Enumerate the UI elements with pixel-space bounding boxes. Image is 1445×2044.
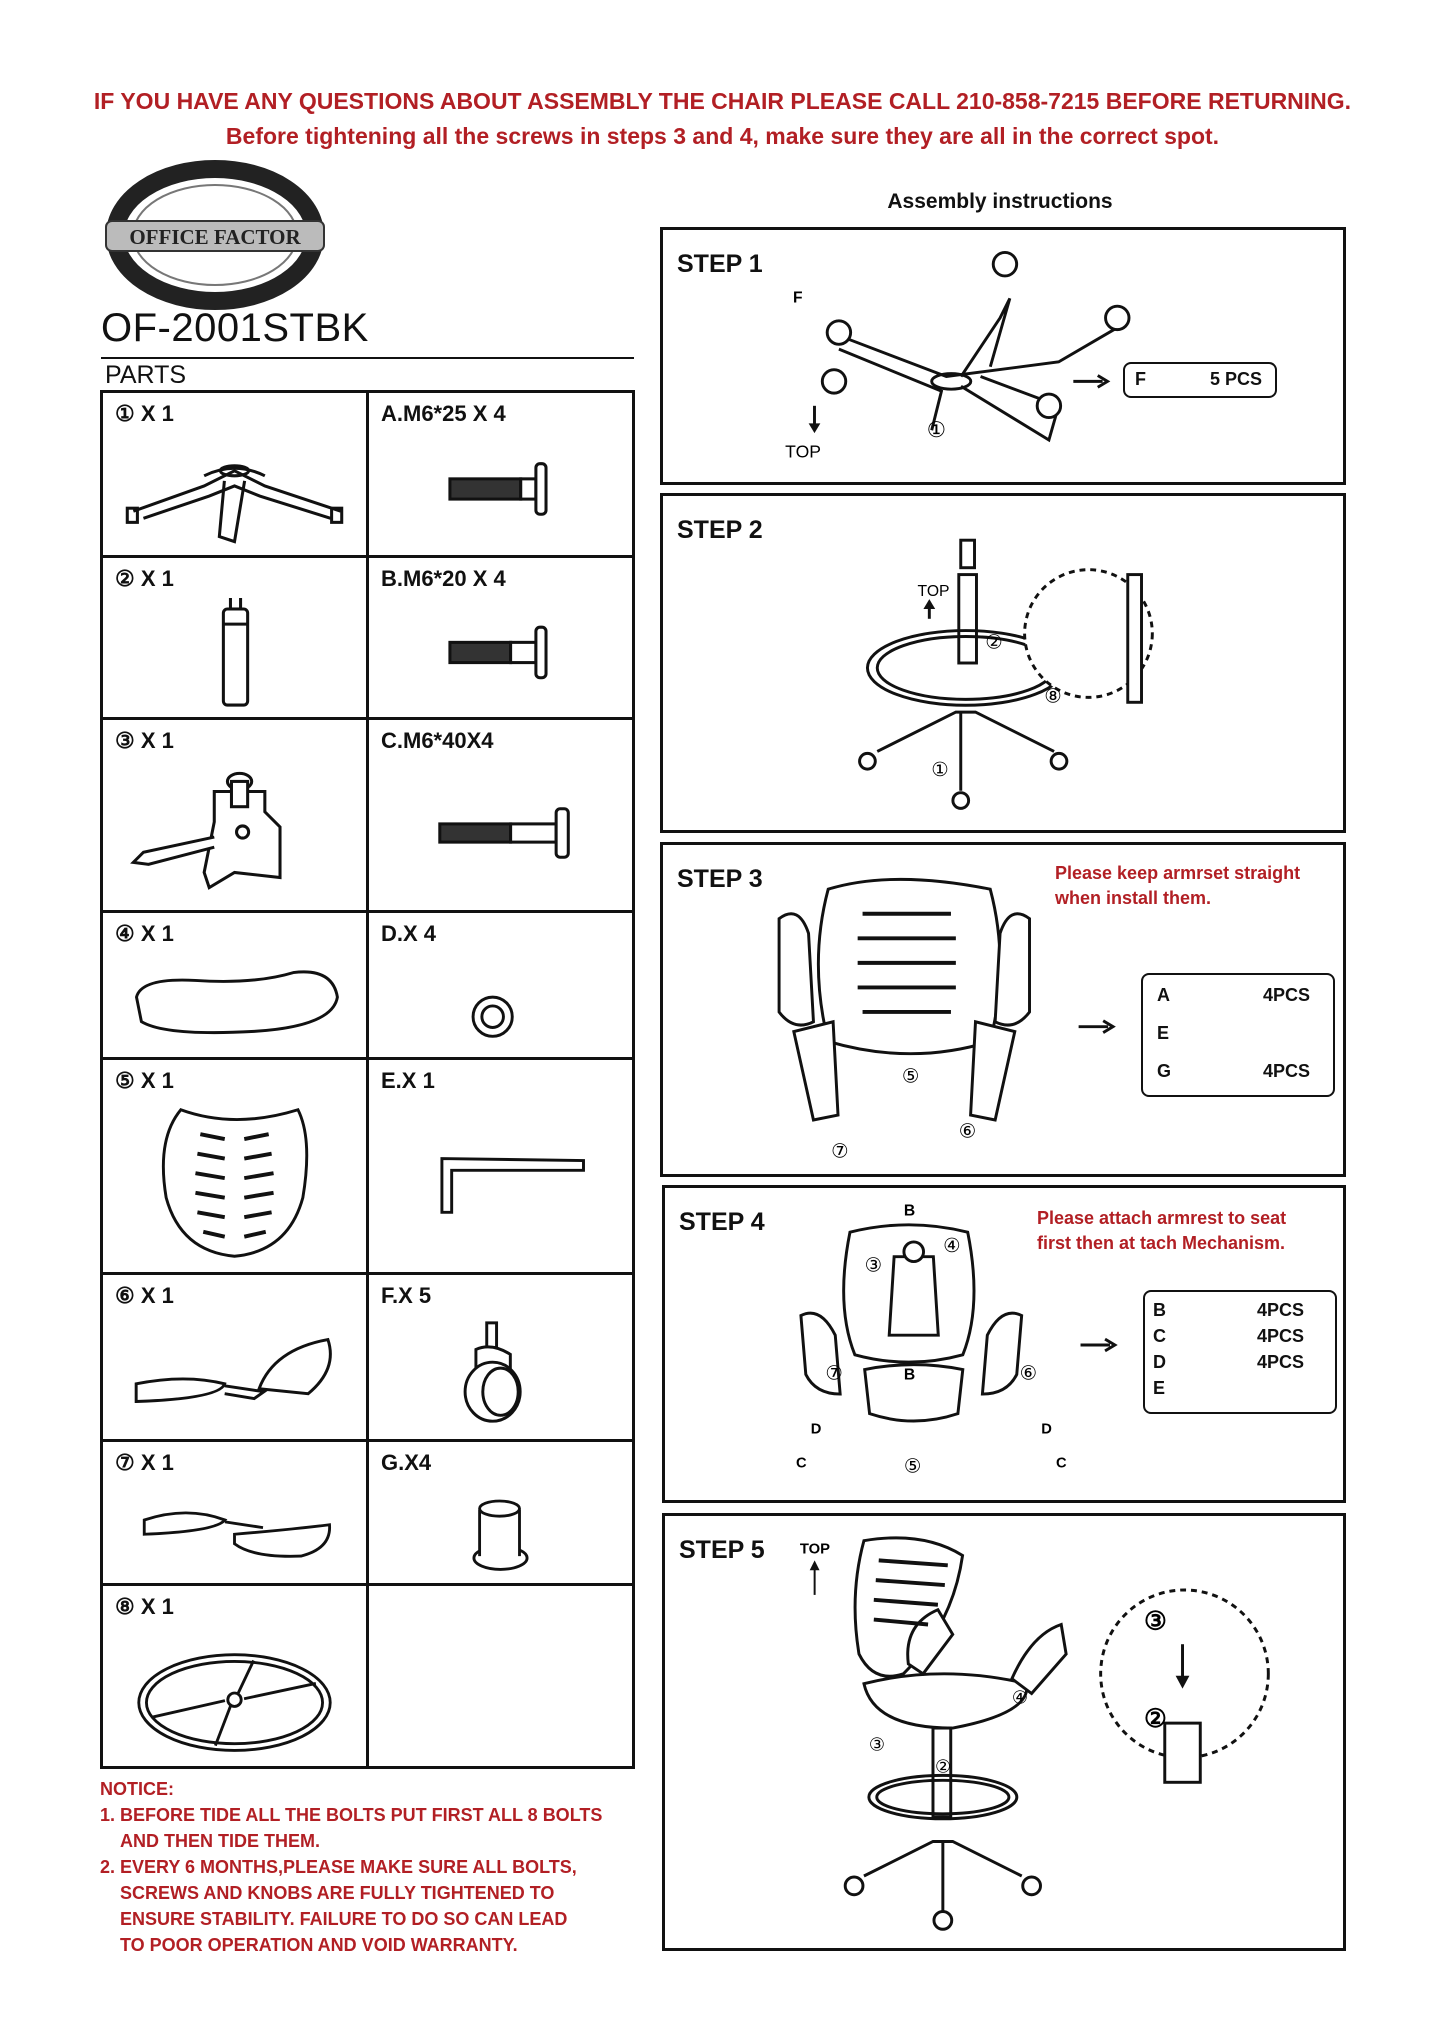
part-label: F.X 5 xyxy=(381,1283,432,1308)
part-number-large: ② xyxy=(1144,1705,1168,1734)
assembly-title: Assembly instructions xyxy=(887,190,1113,213)
part-cell-5 xyxy=(102,1059,368,1274)
notice-item-2a: 2. EVERY 6 MONTHS,PLEASE MAKE SURE ALL BOLTS, xyxy=(100,1857,577,1877)
cap-icon xyxy=(369,1482,632,1577)
notice-item-1a: 1. BEFORE TIDE ALL THE BOLTS PUT FIRST ALL 8 BOLTS xyxy=(100,1805,603,1825)
caster-label: F xyxy=(793,289,803,307)
step-title: STEP 4 xyxy=(679,1208,765,1236)
right-armrest-icon xyxy=(103,1315,366,1433)
legend-letter: A xyxy=(1157,985,1170,1005)
tighten-warning: Before tightening all the screws in steps 3 and 4, make sure they are all in the correct spot. xyxy=(225,123,1220,149)
part-number-large: ③ xyxy=(1144,1607,1168,1636)
part-label: ② X 1 xyxy=(115,566,174,591)
legend-letter: G xyxy=(1157,1061,1172,1081)
part-cell-empty xyxy=(368,1585,634,1768)
mechanism-icon xyxy=(103,760,366,904)
star-base-casters-icon xyxy=(663,230,1343,482)
step-2-panel xyxy=(660,493,1346,833)
step-3-panel xyxy=(660,842,1346,1177)
part-cell-G xyxy=(368,1441,634,1585)
legend-letter: F xyxy=(1135,369,1146,389)
legend-count: 5 PCS xyxy=(1210,369,1263,389)
legend-count: 4PCS xyxy=(1257,1300,1305,1320)
step-title: STEP 5 xyxy=(679,1536,765,1564)
part-label: ⑤ X 1 xyxy=(115,1068,174,1093)
part-cell-8 xyxy=(102,1585,368,1768)
finished-chair-icon xyxy=(665,1516,1343,1948)
step1-legend xyxy=(1123,362,1277,398)
part-number: ⑧ xyxy=(1044,685,1062,708)
part-label: D.X 4 xyxy=(381,921,437,946)
part-label: ⑥ X 1 xyxy=(115,1283,174,1308)
notice-item-2c: ENSURE STABILITY. FAILURE TO DO SO CAN LEAD xyxy=(120,1909,568,1929)
part-number: ⑥ xyxy=(958,1120,977,1143)
step-title: STEP 3 xyxy=(677,865,763,893)
legend-letter: C xyxy=(1153,1326,1166,1346)
note-line: Please keep armrset straight xyxy=(1055,863,1301,883)
office-factor-logo xyxy=(104,160,326,310)
caster-icon xyxy=(369,1315,632,1433)
step-title: STEP 2 xyxy=(677,516,763,544)
part-label: ① X 1 xyxy=(115,401,174,426)
part-label: A.M6*25 X 4 xyxy=(381,401,506,426)
part-label: B.M6*20 X 4 xyxy=(381,566,506,591)
part-number: ① xyxy=(931,758,949,781)
long-bolt-icon xyxy=(369,760,632,904)
top-label: TOP xyxy=(799,1541,830,1558)
step4-legend xyxy=(1143,1290,1337,1414)
part-cell-B xyxy=(368,557,634,719)
note-line: Please attach armrest to seat xyxy=(1037,1208,1287,1228)
note-line: first then at tach Mechanism. xyxy=(1037,1233,1286,1253)
d-label: D xyxy=(1041,1421,1052,1438)
model-number: OF-2001STBK xyxy=(101,306,369,350)
legend-letter: D xyxy=(1153,1352,1166,1372)
step3-legend xyxy=(1141,973,1335,1097)
b-label: B xyxy=(903,1202,916,1220)
legend-count: 4PCS xyxy=(1257,1352,1305,1372)
part-cell-E xyxy=(368,1059,634,1274)
base-cylinder-footring-icon xyxy=(663,496,1343,830)
parts-table xyxy=(100,390,635,1769)
star-base-icon xyxy=(103,433,366,549)
part-cell-6 xyxy=(102,1274,368,1441)
part-label: ④ X 1 xyxy=(115,921,174,946)
part-number: ⑦ xyxy=(825,1362,844,1385)
bolt-icon xyxy=(369,433,632,549)
part-number: ⑤ xyxy=(903,1455,922,1478)
notice-item-2b: SCREWS AND KNOBS ARE FULLY TIGHTENED TO xyxy=(120,1883,555,1903)
parts-title: PARTS xyxy=(105,361,187,389)
legend-count: 4PCS xyxy=(1263,985,1311,1005)
gas-cylinder-icon xyxy=(103,598,366,711)
d-label: D xyxy=(810,1421,822,1438)
left-armrest-icon xyxy=(103,1482,366,1577)
part-cell-C xyxy=(368,719,634,912)
mesh-back-icon xyxy=(103,1100,366,1266)
top-label: TOP xyxy=(917,583,950,601)
part-label: ⑧ X 1 xyxy=(115,1594,174,1619)
legend-count: 4PCS xyxy=(1263,1061,1311,1081)
note-line: when install them. xyxy=(1055,888,1212,908)
foot-ring-icon xyxy=(103,1626,366,1760)
part-number: ① xyxy=(926,418,947,443)
model-divider xyxy=(101,357,634,359)
part-number: ⑦ xyxy=(831,1140,849,1163)
notice-title: NOTICE: xyxy=(100,1779,174,1799)
svg-text:OFFICE FACTOR: OFFICE FACTOR xyxy=(129,225,301,249)
part-cell-4 xyxy=(102,912,368,1059)
part-number: ③ xyxy=(868,1734,885,1755)
part-cell-1 xyxy=(102,392,368,557)
part-label: G.X4 xyxy=(381,1450,432,1475)
step-4-panel xyxy=(662,1185,1346,1503)
part-cell-7 xyxy=(102,1441,368,1585)
part-number: ⑥ xyxy=(1019,1362,1038,1385)
part-cell-D xyxy=(368,912,634,1059)
washer-icon xyxy=(369,953,632,1051)
c-label: C xyxy=(1056,1455,1067,1472)
legend-letter: E xyxy=(1157,1023,1170,1043)
part-number: ③ xyxy=(864,1254,883,1277)
allen-key-icon xyxy=(369,1100,632,1266)
seat-cushion-icon xyxy=(103,953,366,1051)
part-cell-2 xyxy=(102,557,368,719)
b-label: B xyxy=(903,1366,916,1384)
part-label: C.M6*40X4 xyxy=(381,728,494,753)
legend-count: 4PCS xyxy=(1257,1326,1305,1346)
support-phone-warning: IF YOU HAVE ANY QUESTIONS ABOUT ASSEMBLY THE CHAIR PLEASE CALL 210-858-7215 BEFORE RETURNING. xyxy=(93,88,1352,114)
part-number: ④ xyxy=(1011,1687,1028,1708)
notice-block xyxy=(100,1776,660,1958)
part-number: ② xyxy=(934,1756,951,1777)
part-number: ② xyxy=(985,631,1003,654)
part-label: E.X 1 xyxy=(381,1068,435,1093)
part-cell-A xyxy=(368,392,634,557)
bolt-icon xyxy=(369,598,632,711)
legend-letter: E xyxy=(1153,1378,1166,1398)
step-5-panel xyxy=(662,1513,1346,1951)
notice-item-2d: TO POOR OPERATION AND VOID WARRANTY. xyxy=(120,1935,518,1955)
part-number: ④ xyxy=(943,1234,961,1257)
part-number: ⑤ xyxy=(901,1065,920,1088)
part-cell-F xyxy=(368,1274,634,1441)
top-label: TOP xyxy=(785,441,822,462)
step-1-panel xyxy=(660,227,1346,485)
part-label: ⑦ X 1 xyxy=(115,1450,174,1475)
notice-item-1b: AND THEN TIDE THEM. xyxy=(120,1831,320,1851)
legend-letter: B xyxy=(1153,1300,1166,1320)
c-label: C xyxy=(796,1455,807,1472)
step-title: STEP 1 xyxy=(677,250,763,278)
part-cell-3 xyxy=(102,719,368,912)
part-label: ③ X 1 xyxy=(115,728,174,753)
